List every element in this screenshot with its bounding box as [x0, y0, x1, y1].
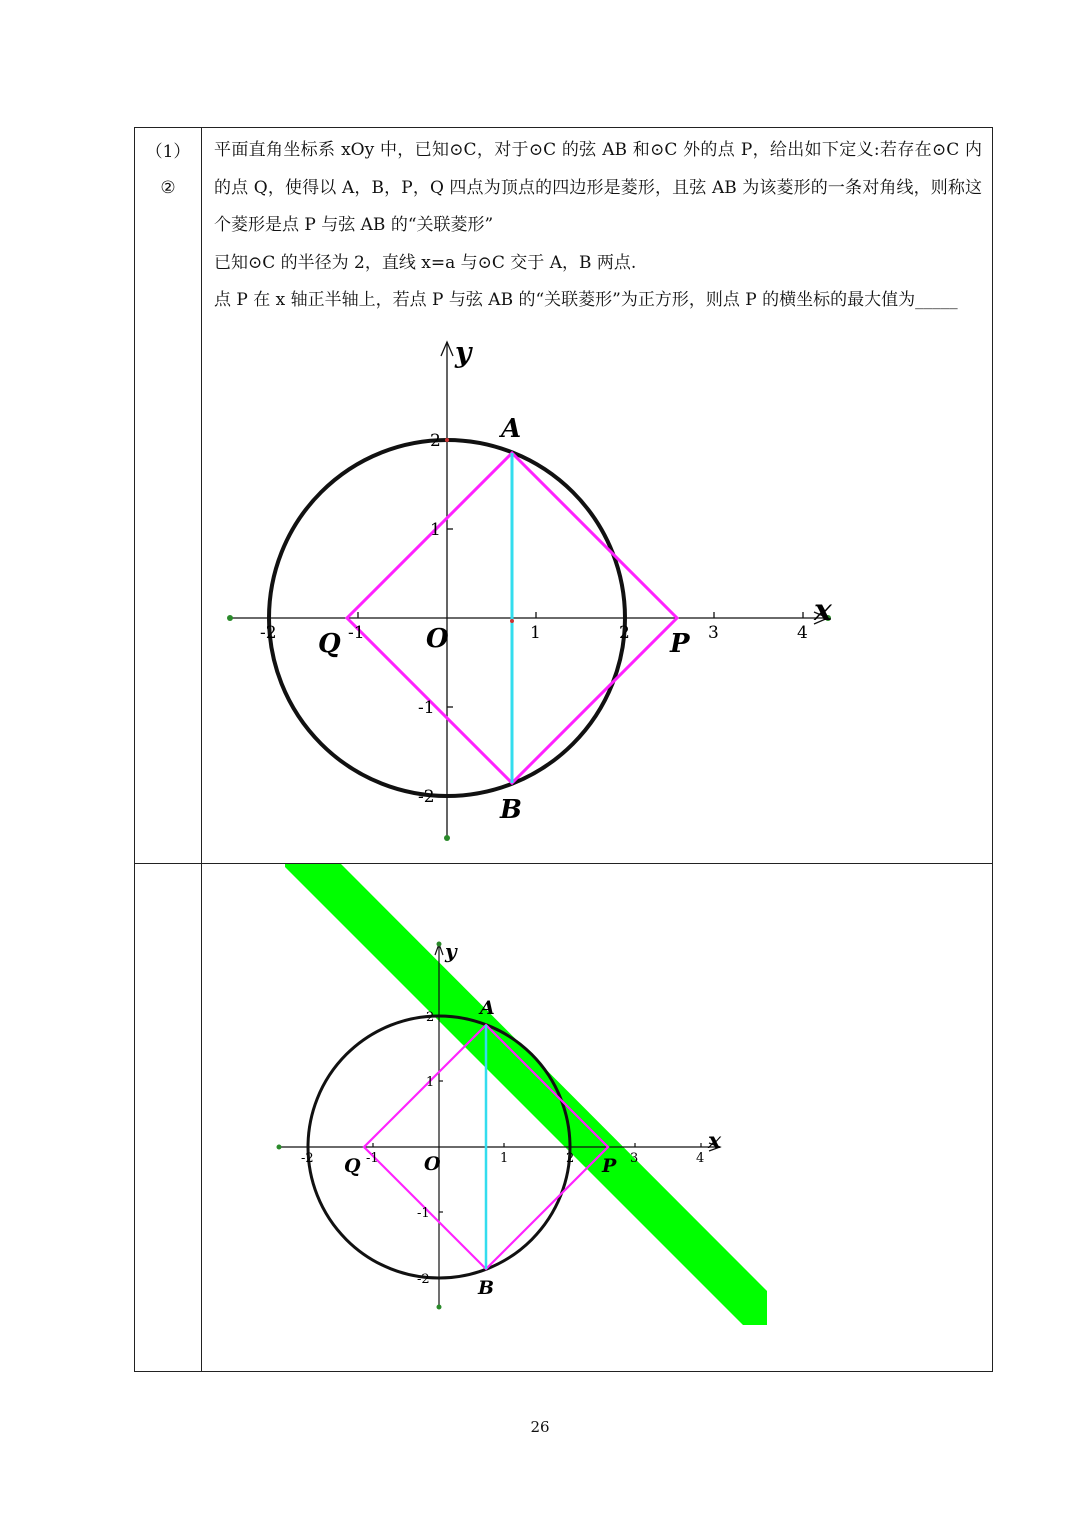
- x-tick-label: 3: [630, 1150, 639, 1166]
- x-tick-label: 4: [696, 1150, 705, 1166]
- content-cell: [202, 863, 993, 1371]
- point-q-label: Q: [344, 1154, 361, 1177]
- y-tick-label: -1: [417, 1205, 430, 1221]
- y-tick-label: -2: [418, 786, 435, 807]
- y-tick-label: 1: [430, 519, 441, 540]
- table-row: [135, 863, 993, 1371]
- question-number: （1）: [145, 142, 191, 162]
- point-b-label: B: [500, 794, 522, 825]
- x-tick-label: 3: [708, 622, 719, 643]
- page-number: 26: [530, 1418, 550, 1436]
- y-axis-label: y: [455, 335, 472, 369]
- empty-label: [135, 864, 201, 870]
- point-p-label: P: [602, 1154, 617, 1177]
- x-tick-label: -1: [348, 622, 365, 643]
- point-a-label: A: [480, 996, 495, 1019]
- point-b-label: B: [478, 1276, 495, 1299]
- label-cell: [135, 863, 202, 1371]
- label-cell: [135, 128, 202, 864]
- x-tick-label: -2: [260, 622, 277, 643]
- content-table: [134, 127, 993, 1372]
- content-cell: [202, 128, 993, 864]
- x-tick-label: -2: [301, 1150, 314, 1166]
- x-tick-label: 2: [566, 1150, 575, 1166]
- y-tick-label: -1: [418, 697, 435, 718]
- x-tick-label: -1: [366, 1150, 379, 1166]
- point-p-label: P: [670, 628, 690, 659]
- y-axis-label: y: [445, 938, 457, 963]
- green-band: [285, 864, 767, 1325]
- table-row: [135, 128, 993, 864]
- x-tick-label: 1: [500, 1150, 509, 1166]
- sub-question-number: ②: [160, 178, 176, 198]
- y-tick-label: -2: [417, 1271, 430, 1287]
- point-a-label: A: [501, 413, 522, 444]
- problem-text: [202, 128, 992, 320]
- point-q-label: Q: [318, 628, 341, 659]
- x-tick-label: 1: [530, 622, 541, 643]
- problem-paragraph-3: 点 P 在 x 轴正半轴上，若点 P 与弦 AB 的“关联菱形”为正方形，则点 P 的横坐标的最大值为_____: [214, 290, 958, 310]
- y-tick-label: 2: [430, 430, 441, 451]
- y-tick-label: 2: [426, 1009, 435, 1025]
- x-tick-label: 4: [797, 622, 808, 643]
- x-axis-label: x: [708, 1127, 722, 1154]
- figure-2: [202, 864, 992, 1369]
- x-axis-label: x: [814, 592, 832, 628]
- y-tick-label: 1: [426, 1074, 435, 1090]
- problem-paragraph-1: 平面直角坐标系 xOy 中，已知⊙C，对于⊙C 的弦 AB 和⊙C 外的点 P，给出如下定义:若存在⊙C 内的点 Q，使得以 A，B，P，Q 四点为顶点的四边形是菱形，且弦 AB 为该菱形的一条对角线，则称这个菱形是点 P 与弦 AB 的“关联菱形”: [214, 140, 982, 235]
- x-tick-label: 2: [619, 622, 630, 643]
- problem-paragraph-2: 已知⊙C 的半径为 2，直线 x=a 与⊙C 交于 A，B 两点.: [214, 252, 637, 273]
- origin-label: O: [426, 623, 449, 654]
- origin-label: O: [424, 1152, 441, 1175]
- figure-1: [202, 320, 992, 860]
